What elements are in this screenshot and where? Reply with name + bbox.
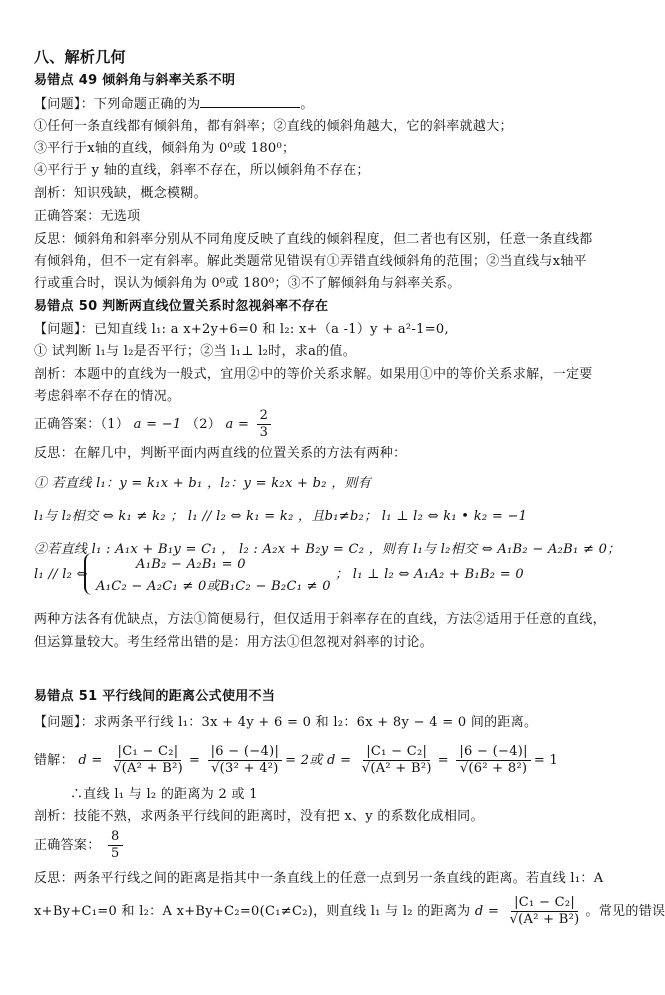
- answer-blank: [200, 95, 300, 108]
- option-1-2: ①任何一条直线都有倾斜角，都有斜率；②直线的倾斜角越大，它的斜率就越大；: [34, 119, 513, 134]
- question-50: 【问题】：已知直线 l₁: a x+2y+6=0 和 l₂: x+（a -1）y + a²-1=0,: [34, 322, 449, 337]
- reflection-51-fraction: [507, 895, 583, 928]
- perpendicular-condition: ； l₁ ⊥ l₂ ⇔ A₁A₂ + B₁B₂ = 0: [335, 567, 524, 582]
- answer-51-fraction: [108, 829, 123, 862]
- parallel-condition-1: A₁B₂ − A₂B₁ = 0: [136, 557, 246, 572]
- heading-50: 易错点 50 判断两直线位置关系时忽视斜率不存在: [34, 299, 329, 314]
- wrong-denominator-1: √(A² + B²): [113, 761, 183, 776]
- wrong-d: d =: [78, 753, 103, 768]
- answer-49: 正确答案：无选项: [34, 209, 141, 224]
- fraction-numerator: 2: [257, 408, 272, 425]
- question-49-suffix: 。: [300, 97, 314, 112]
- wrong-fraction-2: [208, 744, 283, 777]
- wrong-end: = 1: [533, 753, 559, 768]
- fraction-denominator: 3: [259, 425, 269, 440]
- wrong-fraction-4: [456, 744, 531, 777]
- wrong-fraction-1: [110, 744, 186, 777]
- question-49-text: 【问题】：下列命题正确的为: [34, 97, 201, 112]
- wrong-numerator-2: |6 − (−4)|: [208, 744, 283, 761]
- wrong-numerator-1: |C₁ − C₂|: [115, 744, 182, 761]
- wrong-equals-3: =: [437, 753, 449, 768]
- answer-50-value-1: a = −1: [133, 417, 182, 432]
- system-brace: [84, 553, 92, 595]
- heading-51: 易错点 51 平行线间的距离公式使用不当: [34, 689, 276, 704]
- reflection-49-line1: 反思：倾斜角和斜率分别从不同角度反映了直线的倾斜程度，但二者也有区别，任意一条直线都: [34, 232, 593, 247]
- answer-51: [34, 826, 626, 866]
- answer-51-denominator: 5: [110, 846, 120, 861]
- reflection-49-line3: 行或重合时，误认为倾斜角为 0⁰或 180⁰；③不了解倾斜角与斜率关系。: [34, 276, 461, 291]
- method-2: ②若直线 l₁ : A₁x + B₁y = C₁ ， l₂ : A₂x + B₂y = C₂ ，则有 l₁与 l₂相交 ⇔ A₁B₂ − A₂B₁ ≠ 0；: [34, 542, 621, 557]
- wrong-denominator-3: √(A² + B²): [361, 761, 432, 776]
- method-1-relations: l₁与 l₂相交 ⇔ k₁ ≠ k₂ ； l₁ // l₂ ⇔ k₁ = k₂ ，且b₁≠b₂； l₁ ⊥ l₂ ⇔ k₁ • k₂ = −1: [34, 509, 528, 524]
- reflection-51-tail: 。常见的错误: [585, 904, 665, 919]
- answer-51-numerator: 8: [108, 829, 123, 846]
- summary-50-line1: 两种方法各有优缺点，方法①简便易行，但仅适用于斜率存在的直线，方法②适用于任意的直线，: [34, 612, 606, 627]
- answer-51-label: 正确答案：: [34, 838, 101, 853]
- reflection-51-text: x+By+C₁=0 和 l₂：A x+By+C₂=0(C₁≠C₂)，则直线 l₁ 与 l₂ 的距离为: [34, 904, 471, 919]
- summary-50-line2: 但运算量较大。考生经常出错的是：用方法①但忽视对斜率的讨论。: [34, 635, 434, 650]
- reflection-51-line1: 反思：两条平行线之间的距离是指其中一条直线上的任意一点到另一条直线的距离。若直线 l₁：A: [34, 871, 604, 886]
- wrong-numerator-3: |C₁ − C₂|: [363, 744, 430, 761]
- wrong-middle: = 2或 d =: [285, 753, 352, 768]
- answer-50: [34, 408, 626, 442]
- option-4: ④平行于 y 轴的直线，斜率不存在，所以倾斜角不存在；: [34, 163, 370, 178]
- wrong-label: 错解：: [34, 753, 74, 768]
- parallel-label: l₁ // l₂ ⇔: [34, 567, 88, 582]
- wrong-numerator-4: |6 − (−4)|: [456, 744, 531, 761]
- reflection-50-intro: 反思：在解几中，判断平面内两直线的位置关系的方法有两种：: [34, 446, 407, 461]
- parallel-condition-2: A₁C₂ − A₂C₁ ≠ 0或B₁C₂ − B₂C₁ ≠ 0: [96, 579, 331, 594]
- wrong-denominator-2: √(3² + 4²): [211, 761, 279, 776]
- analysis-50-line2: 考虑斜率不存在的情况。: [34, 389, 181, 404]
- reflection-51-denominator: √(A² + B²): [509, 912, 580, 927]
- reflection-51-numerator: |C₁ − C₂|: [511, 895, 578, 912]
- answer-50-a: a =: [225, 417, 250, 432]
- answer-50-mid: （2）: [185, 417, 222, 432]
- answer-50-fraction: [257, 408, 272, 441]
- analysis-49: 剖析：知识残缺，概念模糊。: [34, 186, 207, 201]
- heading-49: 易错点 49 倾斜角与斜率关系不明: [34, 73, 236, 88]
- section-title: 八、解析几何: [34, 48, 126, 66]
- reflection-49-line2: 有倾斜角，但不一定有斜率。解此类题常见错误有①弄错直线倾斜角的范围；②当直线与x轴平: [34, 254, 587, 269]
- analysis-50-line1: 剖析：本题中的直线为一般式，宜用②中的等价关系求解。如果用①中的等价关系求解，一定要: [34, 367, 593, 382]
- question-49: [34, 95, 626, 114]
- wrong-equals-1: =: [188, 753, 201, 768]
- wrong-solution: [34, 743, 626, 779]
- question-50-sub: ① 试判断 l₁与 l₂是否平行；②当 l₁⊥ l₂时，求a的值。: [34, 344, 357, 359]
- therefore-line: ∴直线 l₁ 与 l₂ 的距离为 2 或 1: [70, 787, 258, 802]
- analysis-51: 剖析：技能不熟，求两条平行线间的距离时，没有把 x、y 的系数化成相同。: [34, 809, 484, 824]
- wrong-denominator-4: √(6² + 8²): [459, 761, 528, 776]
- reflection-51-line2: [34, 894, 665, 930]
- reflection-51-d: d =: [474, 904, 500, 919]
- option-3: ③平行于x轴的直线，倾斜角为 0⁰或 180⁰；: [34, 141, 296, 156]
- question-51: 【问题】：求两条平行线 l₁：3x + 4y + 6 = 0 和 l₂：6x + 8y − 4 = 0 间的距离。: [34, 715, 538, 730]
- answer-50-label: 正确答案：（1）: [34, 417, 130, 432]
- wrong-fraction-3: [359, 744, 435, 777]
- method-1: ① 若直线 l₁：y = k₁x + b₁ ，l₂：y = k₂x + b₂ ，则有: [34, 476, 372, 491]
